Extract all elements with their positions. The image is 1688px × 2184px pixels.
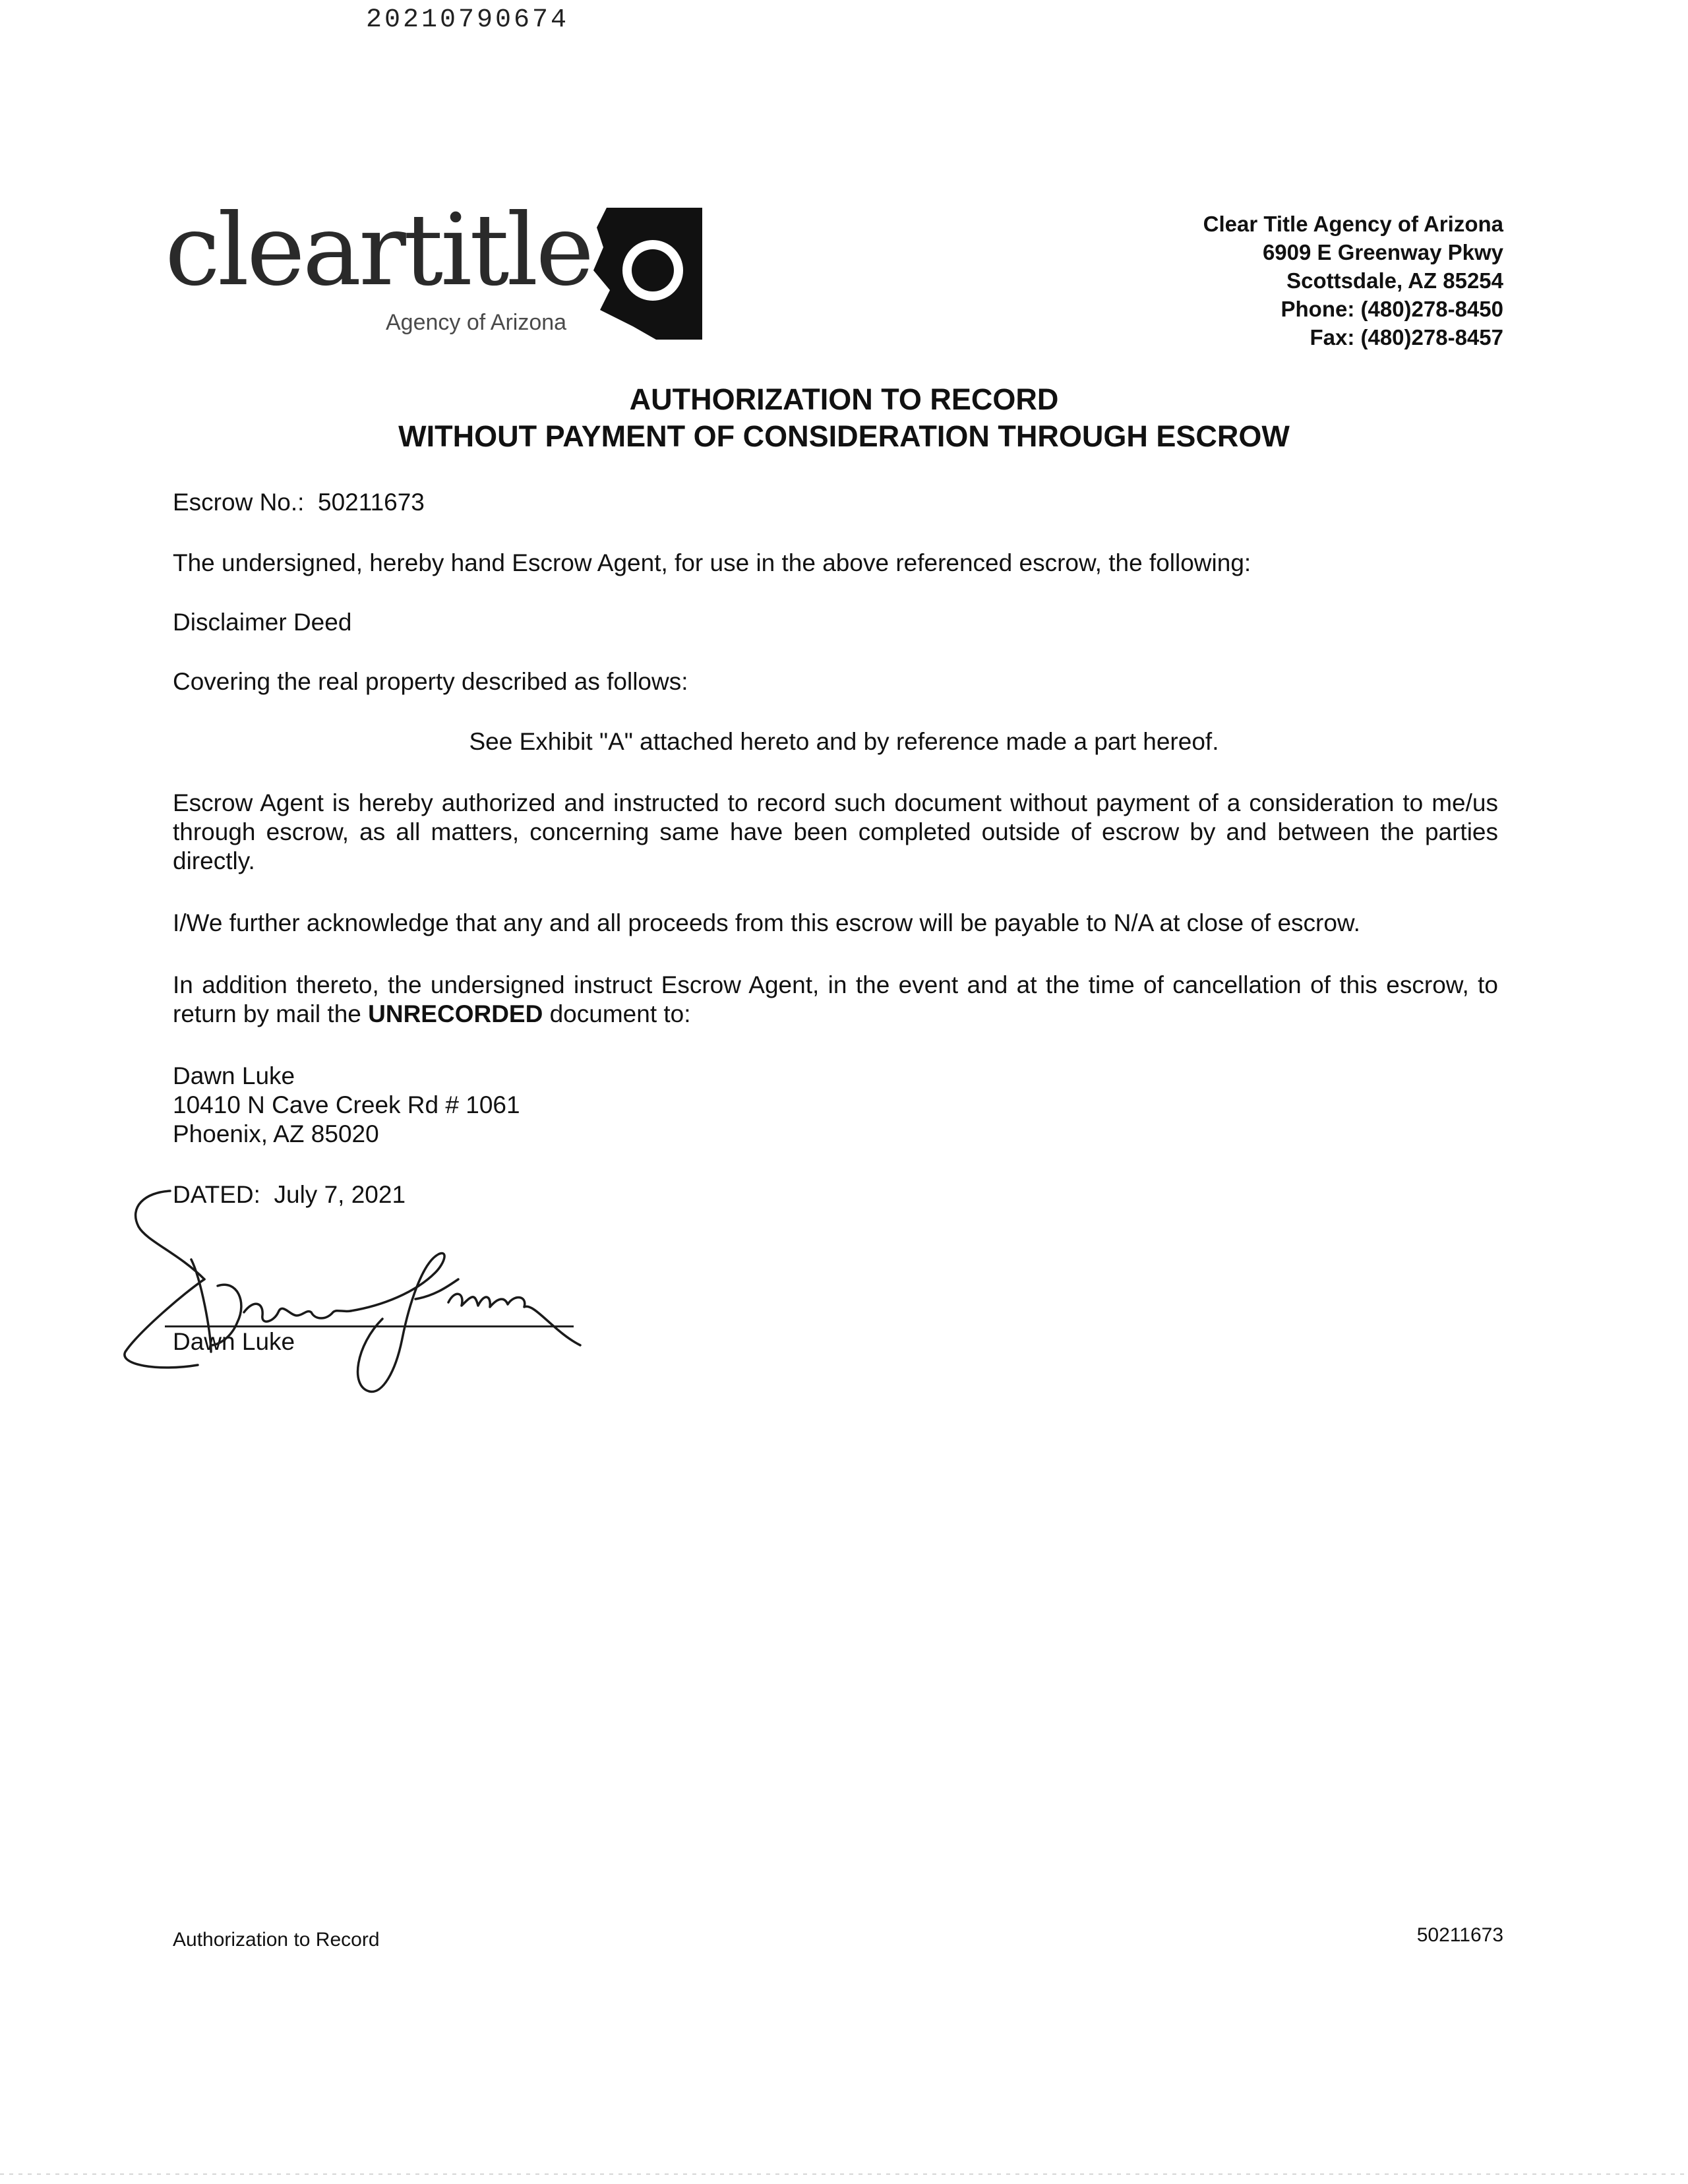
handwritten-signature: [106, 1180, 633, 1405]
return-text-1: In addition thereto, the undersigned instruct Escrow Agent, in the event and at the time of cancellation of this escrow, to return by mail the: [173, 971, 1498, 1027]
recording-number: 20210790674: [365, 5, 570, 35]
intro-paragraph: The undersigned, hereby hand Escrow Agent, for use in the above referenced escrow, the following:: [173, 549, 1251, 576]
covering-paragraph: Covering the real property described as follows:: [173, 668, 688, 695]
arizona-map-icon: [593, 208, 706, 340]
agency-phone: Phone: (480)278-8450: [1281, 297, 1503, 321]
document-title: [0, 381, 1688, 455]
exhibit-reference: See Exhibit "A" attached hereto and by reference made a part hereof.: [469, 728, 1219, 755]
document-name: Disclaimer Deed: [173, 609, 352, 636]
agency-name: Clear Title Agency of Arizona: [1203, 212, 1503, 236]
signer-name: Dawn Luke: [173, 1328, 295, 1355]
return-name: Dawn Luke: [173, 1062, 295, 1089]
title-line-2: WITHOUT PAYMENT OF CONSIDERATION THROUGH ESCROW: [398, 419, 1290, 453]
scan-edge-artifact: [0, 2173, 1688, 2175]
footer-document-name: Authorization to Record: [173, 1929, 380, 1951]
escrow-number-line: [173, 488, 1498, 517]
logo-tagline: Agency of Arizona: [386, 310, 567, 335]
return-city: Phoenix, AZ 85020: [173, 1120, 379, 1147]
agency-fax: Fax: (480)278-8457: [1310, 325, 1503, 349]
return-street: 10410 N Cave Creek Rd # 1061: [173, 1091, 520, 1118]
dated-label: DATED:: [173, 1181, 260, 1208]
authorization-paragraph: Escrow Agent is hereby authorized and instructed to record such document without payment of a consideration to me/us through escrow, as all matters, concerning same have been completed outside of escrow by and between the parties directly.: [173, 789, 1498, 874]
escrow-number-value: 50211673: [318, 489, 425, 516]
footer-escrow-number: 50211673: [1416, 1924, 1503, 1946]
return-address-block: [173, 1062, 520, 1149]
escrow-number-label: Escrow No.:: [173, 489, 305, 516]
logo-wordmark: cleartitle: [165, 193, 592, 308]
agency-street: 6909 E Greenway Pkwy: [1262, 240, 1503, 264]
cleartitle-logo: [165, 193, 712, 346]
title-line-1: AUTHORIZATION TO RECORD: [629, 382, 1059, 416]
unrecorded-emphasis: UNRECORDED: [368, 1000, 543, 1027]
agency-address-block: [1203, 210, 1503, 351]
proceeds-paragraph: I/We further acknowledge that any and all proceeds from this escrow will be payable to N/A at close of escrow.: [173, 909, 1360, 936]
return-text-2: document to:: [549, 1000, 691, 1027]
dated-value: July 7, 2021: [274, 1181, 406, 1208]
return-instruction-paragraph: [173, 971, 1498, 1029]
agency-city: Scottsdale, AZ 85254: [1286, 268, 1503, 293]
